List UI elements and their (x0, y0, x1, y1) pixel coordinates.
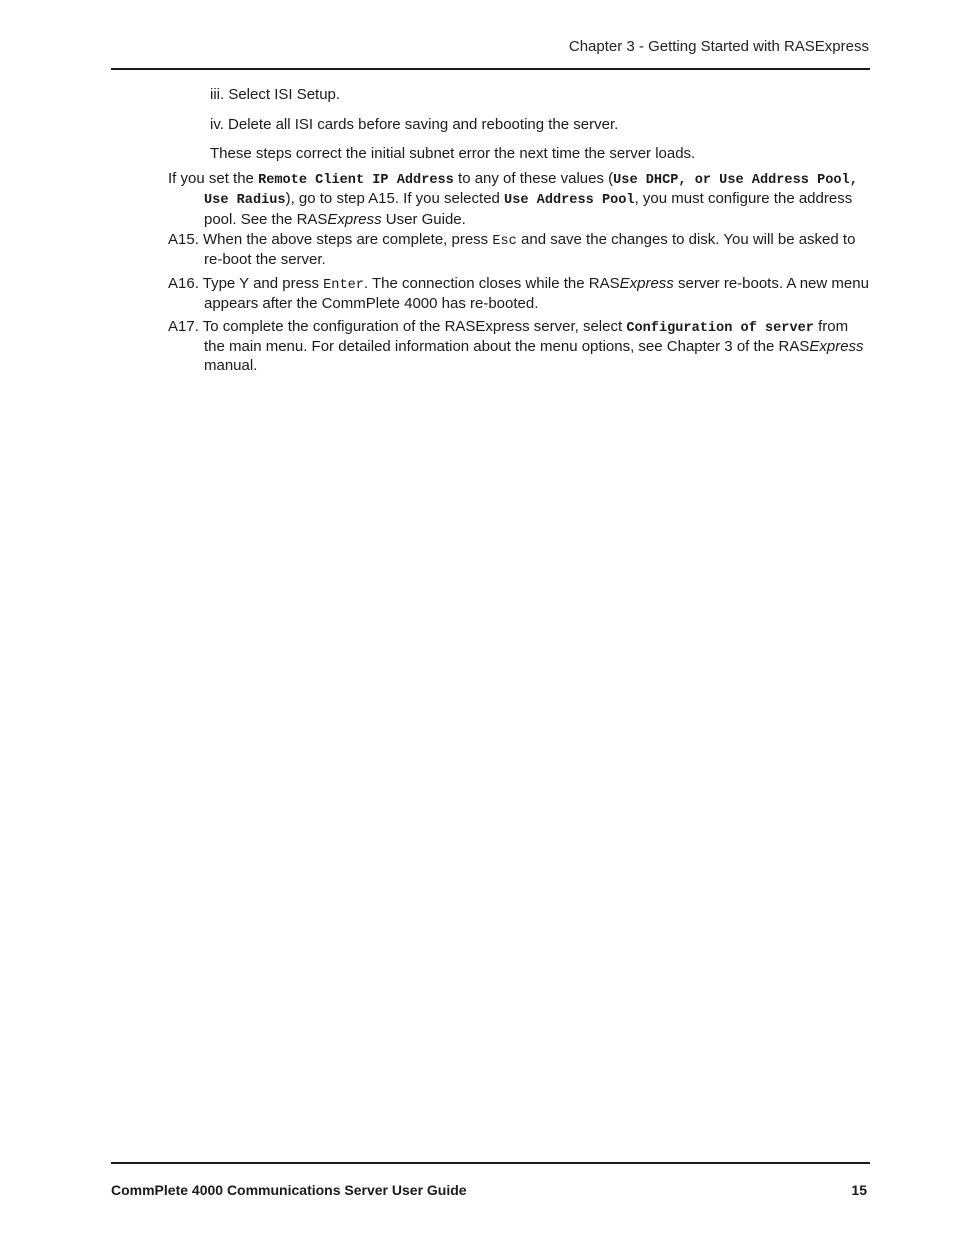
steps-note: These steps correct the initial subnet error the next time the server loads. (210, 145, 696, 162)
text: A16. Type Y and press (168, 275, 324, 292)
page-number: 15 (851, 1182, 867, 1198)
footer-rule (111, 1162, 870, 1164)
step-iv: iv. Delete all ISI cards before saving and rebooting the server. (210, 116, 619, 133)
text: . The connection closes while the RAS (363, 275, 620, 292)
paragraph-ip-address (168, 170, 870, 229)
step-a15 (168, 231, 870, 270)
step-a16 (168, 275, 870, 314)
text: A17. To complete the configuration of the RASExpress server, select (168, 318, 627, 335)
text: ), go to step A15. If you selected (285, 190, 505, 208)
code-values: Use DHCP, or Use Address Pool, Use Radius (204, 173, 858, 209)
text: User Guide. (381, 210, 466, 228)
step-iii: iii. Select ISI Setup. (210, 86, 341, 103)
italic-express: Express (809, 338, 864, 356)
text: to any of these values ( (453, 170, 614, 187)
text: A15. When the above steps are complete, press (168, 231, 493, 248)
footer-title: CommPlete 4000 Communications Server User Guide (111, 1182, 467, 1198)
text: manual. (204, 356, 258, 374)
code-enter: Enter (323, 278, 364, 293)
italic-express: Express (619, 275, 674, 292)
code-remote-client-ip: Remote Client IP Address (258, 173, 454, 188)
header-rule (111, 68, 870, 70)
code-use-address-pool: Use Address Pool (504, 193, 635, 209)
code-configuration-of-server: Configuration of server (626, 321, 814, 336)
text: from the main menu. For detailed information about the menu options, see Chapter 3 of the RAS (204, 318, 849, 356)
step-a17 (168, 318, 870, 375)
code-esc: Esc (492, 234, 517, 249)
text: , you must configure the address pool. See the RAS (204, 190, 853, 228)
italic-express: Express (327, 210, 382, 228)
text: server re-boots. A new menu appears after the CommPlete 4000 has re-booted. (204, 275, 869, 313)
text: If you set the (168, 170, 259, 187)
running-header: Chapter 3 - Getting Started with RASExpress (568, 38, 869, 55)
text: and save the changes to disk. You will be asked to re-boot the server. (204, 231, 856, 269)
